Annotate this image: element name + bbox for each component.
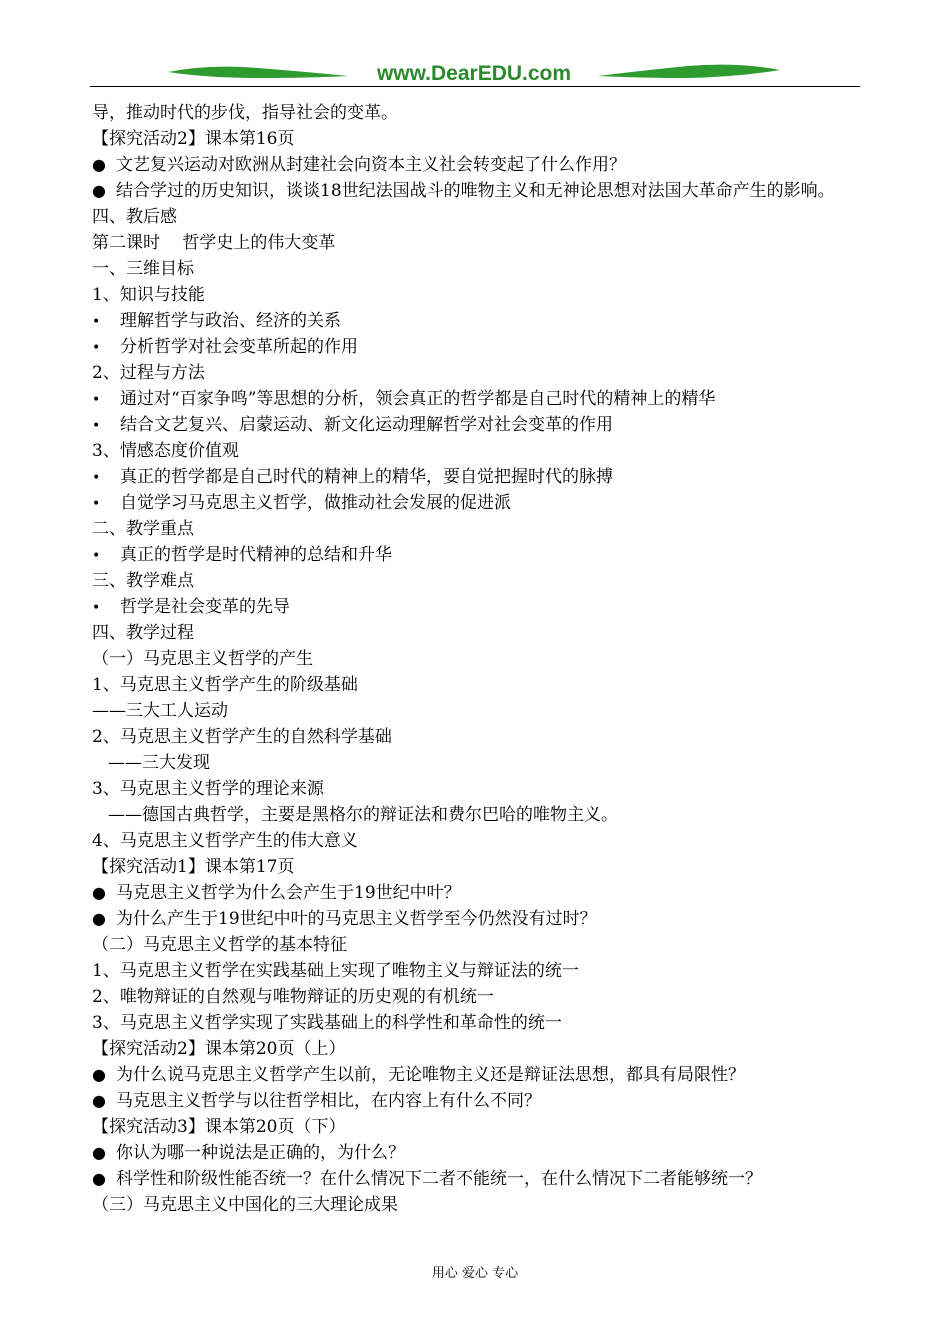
black-circle-bullet-icon: ● (92, 1143, 106, 1162)
line-text: 自觉学习马克思主义哲学，做推动社会发展的促进派 (120, 493, 511, 513)
bullet-item (92, 594, 862, 620)
line-text: 1、知识与技能 (92, 285, 205, 305)
line-text: 四、教后感 (92, 207, 177, 227)
line-text: 你认为哪一种说法是正确的，为什么？ (116, 1143, 405, 1163)
text-line (92, 1010, 862, 1036)
line-text: ——三大发现 (108, 753, 210, 773)
line-text: 【探究活动2】课本第20页（上） (92, 1039, 346, 1059)
text-line (92, 802, 862, 828)
text-line (92, 1036, 862, 1062)
black-circle-bullet-icon: ● (92, 883, 106, 902)
bullet-item (92, 880, 862, 906)
line-text: 【探究活动1】课本第17页 (92, 857, 295, 877)
black-circle-bullet-icon: ● (92, 909, 106, 928)
text-line (92, 828, 862, 854)
small-dot-bullet-icon: • (92, 314, 101, 330)
line-text: 通过对“百家争鸣”等思想的分析，领会真正的哲学都是自己时代的精神上的精华 (120, 389, 716, 409)
banner-site-text: www.DearEDU.com (376, 62, 572, 85)
document-body (92, 100, 862, 1218)
line-text: 【探究活动2】课本第16页 (92, 129, 295, 149)
text-line (92, 620, 862, 646)
line-text: 真正的哲学是时代精神的总结和升华 (120, 545, 392, 565)
text-line (92, 932, 862, 958)
line-text: 【探究活动3】课本第20页（下） (92, 1117, 346, 1137)
text-line (92, 724, 862, 750)
line-text: ——三大工人运动 (92, 701, 228, 721)
text-line (92, 126, 862, 152)
text-line (92, 854, 862, 880)
line-text: 结合学过的历史知识，谈谈18世纪法国战斗的唯物主义和无神论思想对法国大革命产生的影响。 (116, 181, 835, 201)
bullet-item (92, 152, 862, 178)
bullet-item (92, 412, 862, 438)
line-text: （二）马克思主义哲学的基本特征 (92, 935, 347, 955)
line-text: 为什么产生于19世纪中叶的马克思主义哲学至今仍然没有过时？ (116, 909, 597, 929)
bullet-item (92, 906, 862, 932)
text-line (92, 204, 862, 230)
line-text: 二、教学重点 (92, 519, 194, 539)
text-line (92, 1114, 862, 1140)
small-dot-bullet-icon: • (92, 392, 101, 408)
line-text: 3、情感态度价值观 (92, 441, 239, 461)
line-text: 三、教学难点 (92, 571, 194, 591)
text-line (92, 256, 862, 282)
line-text: 1、马克思主义哲学产生的阶级基础 (92, 675, 358, 695)
line-text: 理解哲学与政治、经济的关系 (120, 311, 341, 331)
small-dot-bullet-icon: • (92, 496, 101, 512)
text-line (92, 282, 862, 308)
line-text: 马克思主义哲学为什么会产生于19世纪中叶？ (116, 883, 461, 903)
text-line (92, 1192, 862, 1218)
header-rule (90, 86, 860, 87)
line-text: 马克思主义哲学与以往哲学相比，在内容上有什么不同？ (116, 1091, 541, 1111)
bullet-item (92, 334, 862, 360)
bullet-item (92, 308, 862, 334)
line-text: 真正的哲学都是自己时代的精神上的精华，要自觉把握时代的脉搏 (120, 467, 613, 487)
small-dot-bullet-icon: • (92, 600, 101, 616)
line-text: 一、三维目标 (92, 259, 194, 279)
line-text: 2、唯物辩证的自然观与唯物辩证的历史观的有机统一 (92, 987, 494, 1007)
black-circle-bullet-icon: ● (92, 155, 106, 174)
small-dot-bullet-icon: • (92, 470, 101, 486)
line-text: 结合文艺复兴、启蒙运动、新文化运动理解哲学对社会变革的作用 (120, 415, 613, 435)
bullet-item (92, 178, 862, 204)
line-text: 2、过程与方法 (92, 363, 205, 383)
bullet-item (92, 1166, 862, 1192)
line-text: 四、教学过程 (92, 623, 194, 643)
black-circle-bullet-icon: ● (92, 1091, 106, 1110)
bullet-item (92, 542, 862, 568)
line-text: 第二课时 哲学史上的伟大变革 (92, 233, 336, 253)
page-footer: 用心 爱心 专心 (431, 1266, 519, 1281)
black-circle-bullet-icon: ● (92, 1065, 106, 1084)
line-text: 1、马克思主义哲学在实践基础上实现了唯物主义与辩证法的统一 (92, 961, 579, 981)
line-text: 为什么说马克思主义哲学产生以前，无论唯物主义还是辩证法思想，都具有局限性？ (116, 1065, 745, 1085)
text-line (92, 984, 862, 1010)
line-text: （一）马克思主义哲学的产生 (92, 649, 313, 669)
text-line (92, 698, 862, 724)
text-line (92, 646, 862, 672)
line-text: 文艺复兴运动对欧洲从封建社会向资本主义社会转变起了什么作用？ (116, 155, 626, 175)
text-line (92, 958, 862, 984)
line-text: 导，推动时代的步伐，指导社会的变革。 (92, 103, 398, 123)
text-line (92, 516, 862, 542)
line-text: ——德国古典哲学，主要是黑格尔的辩证法和费尔巴哈的唯物主义。 (108, 805, 618, 825)
black-circle-bullet-icon: ● (92, 1169, 106, 1188)
bullet-item (92, 1062, 862, 1088)
small-dot-bullet-icon: • (92, 418, 101, 434)
text-line (92, 100, 862, 126)
small-dot-bullet-icon: • (92, 548, 101, 564)
bullet-item (92, 490, 862, 516)
bullet-item (92, 1140, 862, 1166)
text-line (92, 360, 862, 386)
text-line (92, 568, 862, 594)
line-text: 3、马克思主义哲学的理论来源 (92, 779, 324, 799)
small-dot-bullet-icon: • (92, 340, 101, 356)
black-circle-bullet-icon: ● (92, 181, 106, 200)
text-line (92, 438, 862, 464)
line-text: 3、马克思主义哲学实现了实践基础上的科学性和革命性的统一 (92, 1013, 562, 1033)
bullet-item (92, 1088, 862, 1114)
line-text: 科学性和阶级性能否统一？在什么情况下二者不能统一，在什么情况下二者能够统一？ (116, 1169, 762, 1189)
bullet-item (92, 386, 862, 412)
text-line (92, 230, 862, 256)
line-text: 2、马克思主义哲学产生的自然科学基础 (92, 727, 392, 747)
bullet-item (92, 464, 862, 490)
text-line (92, 672, 862, 698)
text-line (92, 750, 862, 776)
line-text: 哲学是社会变革的先导 (120, 597, 290, 617)
line-text: 4、马克思主义哲学产生的伟大意义 (92, 831, 358, 851)
line-text: 分析哲学对社会变革所起的作用 (120, 337, 358, 357)
line-text: （三）马克思主义中国化的三大理论成果 (92, 1195, 398, 1215)
text-line (92, 776, 862, 802)
